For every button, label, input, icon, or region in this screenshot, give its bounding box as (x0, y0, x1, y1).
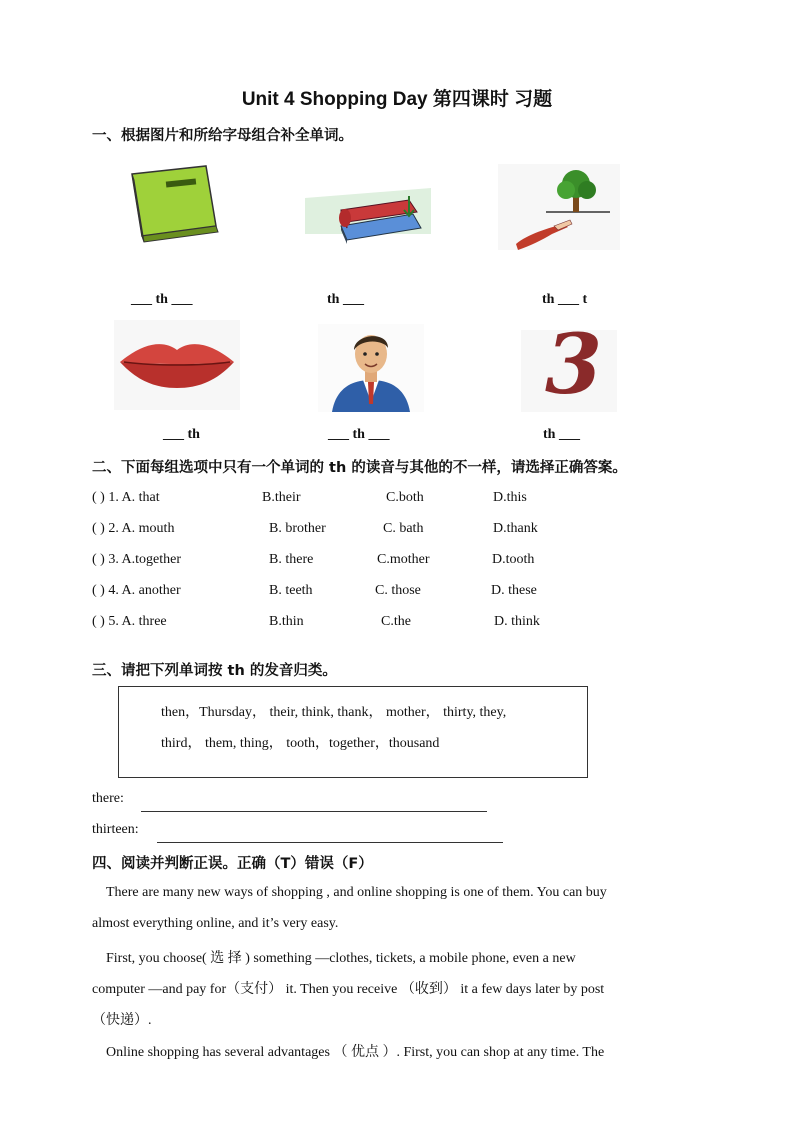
question-3: ( ) 3. A.together (92, 552, 182, 567)
number-three-picture (521, 317, 617, 413)
blank-4: ___ th (163, 427, 200, 442)
blank-5: ___ th ___ (328, 427, 390, 442)
question-5-option-d: D. think (494, 614, 540, 629)
word-box (118, 686, 588, 778)
question-5: ( ) 5. A. three (92, 614, 167, 629)
there-label: there: (92, 791, 124, 806)
word-box-line-1: then，Thursday， their, think, thank， mother， thirty, they, (161, 705, 507, 720)
section-3-heading: 三、请把下列单词按 th 的发音归类。 (92, 663, 337, 679)
passage-line-3: First, you choose( 选 择 ) something —clothes, tickets, a mobile phone, even a new (106, 951, 576, 966)
question-5-option-b: B.thin (269, 614, 304, 629)
section-4-heading: 四、阅读并判断正误。正确（T）错误（F） (92, 856, 373, 872)
question-3-option-b: B. there (269, 552, 314, 567)
question-2-option-b: B. brother (269, 521, 326, 536)
passage-line-4: computer —and pay for（支付） it. Then you receive （收到） it a few days later by post (92, 982, 605, 997)
green-book-picture (114, 152, 226, 248)
blank-6: th ___ (543, 427, 580, 442)
section-1-heading: 一、根据图片和所给字母组合补全单词。 (92, 128, 353, 144)
question-5-option-c: C.the (381, 614, 411, 629)
question-4: ( ) 4. A. another (92, 583, 181, 598)
question-1-option-c: C.both (386, 490, 424, 505)
passage-line-6: Online shopping has several advantages （ 优点 ）. First, you can shop at any time. The (106, 1045, 605, 1060)
number-three-digit: 3 (545, 317, 603, 413)
passage-line-2: almost everything online, and it’s very easy. (92, 916, 339, 931)
question-3-option-d: D.tooth (492, 552, 535, 567)
passage-line-5: （快递）. (92, 1013, 152, 1028)
section-2-heading: 二、下面每组选项中只有一个单词的 th 的读音与其他的不一样，请选择正确答案。 (92, 460, 627, 476)
question-2-option-c: C. bath (383, 521, 424, 536)
question-4-option-d: D. these (491, 583, 537, 598)
question-1-option-d: D.this (493, 490, 527, 505)
page-title: Unit 4 Shopping Day 第四课时 习题 (241, 89, 553, 110)
word-box-line-2: third， them, thing， tooth，together，thousand (161, 736, 440, 751)
passage-line-1: There are many new ways of shopping , and online shopping is one of them. You can buy (106, 885, 607, 900)
lips-picture (114, 320, 240, 410)
question-4-option-c: C. those (375, 583, 421, 598)
blank-1: ___ th ___ (131, 292, 193, 307)
question-2: ( ) 2. A. mouth (92, 521, 175, 536)
question-2-option-d: D.thank (493, 521, 538, 536)
question-1: ( ) 1. A. that (92, 490, 160, 505)
thirteen-label: thirteen: (92, 822, 139, 837)
question-3-option-c: C.mother (377, 552, 430, 567)
blank-3: th ___ t (542, 292, 588, 307)
tree-pointing-picture (498, 164, 620, 250)
books-stack-picture (305, 170, 431, 250)
there-answer-line[interactable] (141, 811, 487, 812)
man-in-suit-picture (318, 324, 424, 412)
blank-2: th ___ (327, 292, 364, 307)
thirteen-answer-line[interactable] (157, 842, 503, 843)
question-4-option-b: B. teeth (269, 583, 313, 598)
question-1-option-b: B.their (262, 490, 301, 505)
